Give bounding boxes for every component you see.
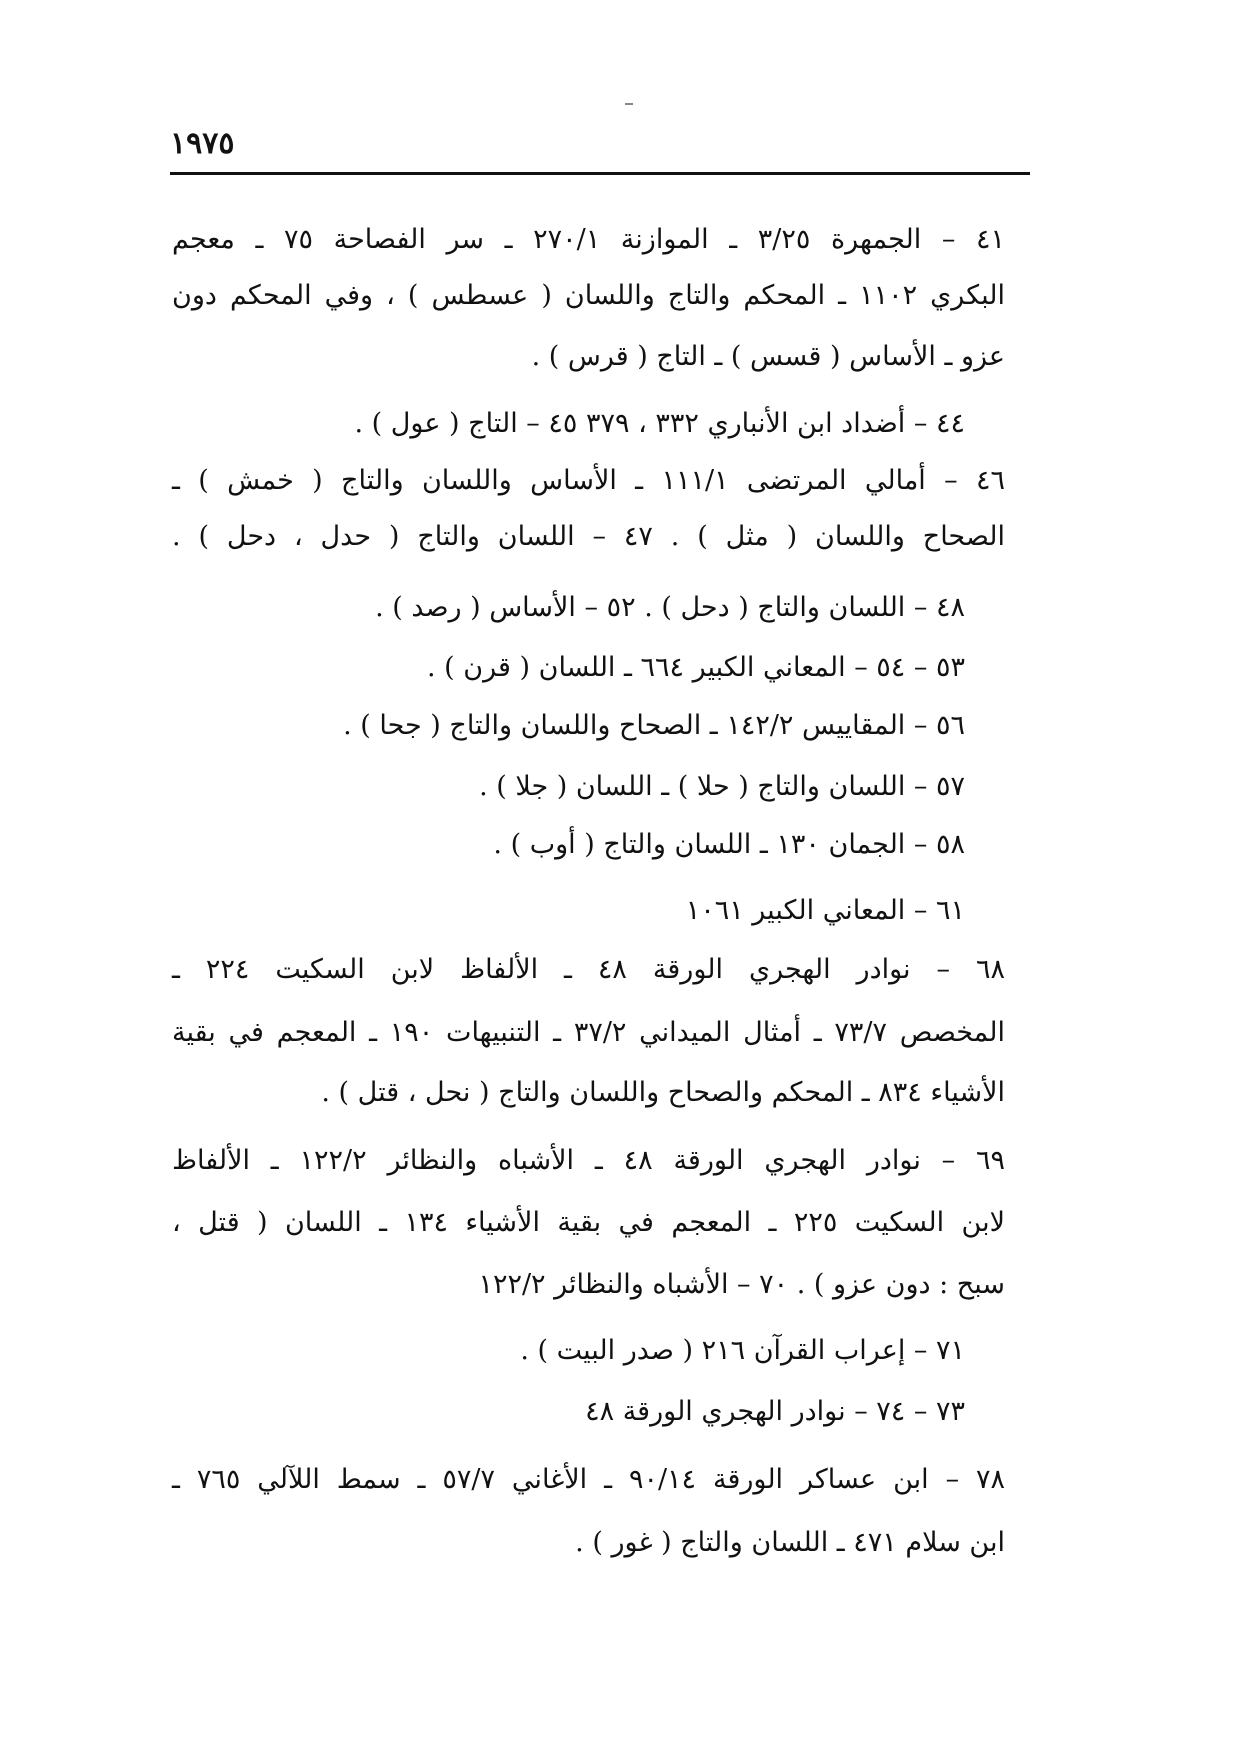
text-line: ٧١ – إعراب القرآن ٢١٦ ( صدر البيت ) . (520, 1335, 965, 1366)
text-line: ٧٨ – ابن عساكر الورقة ٩٠/١٤ ـ الأغاني ٥٧/٧ ـ سمط اللآلي ٧٦٥ ـ (172, 1464, 1005, 1495)
text-line: ٦٩ – نوادر الهجري الورقة ٤٨ ـ الأشباه والنظائر ١٢٢/٢ ـ الألفاظ (172, 1145, 1006, 1176)
scan-speck (625, 103, 633, 105)
text-line: ٦١ – المعاني الكبير ١٠٦١ (685, 895, 965, 926)
text-line: لابن السكيت ٢٢٥ ـ المعجم في بقية الأشياء ١٣٤ ـ اللسان ( قتل ، (172, 1207, 1005, 1238)
text-line: سبح : دون عزو ) . ٧٠ – الأشباه والنظائر ١٢٢/٢ (478, 1269, 1005, 1300)
text-line: ٤٤ – أضداد ابن الأنباري ٣٣٢ ، ٣٧٩ ٤٥ – التاج ( عول ) . (354, 408, 965, 439)
text-line: ٥٧ – اللسان والتاج ( حلا ) ـ اللسان ( جلا ) . (479, 771, 965, 802)
text-line: ٤٦ – أمالي المرتضى ١١١/١ ـ الأساس واللسان والتاج ( خمش ) ـ (172, 465, 1005, 496)
text-line: ٤٨ – اللسان والتاج ( دحل ) . ٥٢ – الأساس ( رصد ) . (375, 592, 965, 623)
text-line: المخصص ٧٣/٧ ـ أمثال الميداني ٣٧/٢ ـ التنبيهات ١٩٠ ـ المعجم في بقية (172, 1017, 1006, 1048)
text-line: الصحاح واللسان ( مثل ) . ٤٧ – اللسان والتاج ( حدل ، دحل ) . (172, 521, 1005, 552)
text-line: ابن سلام ٤٧١ ـ اللسان والتاج ( غور ) . (575, 1527, 1005, 1558)
text-line: ٥٨ – الجمان ١٣٠ ـ اللسان والتاج ( أوب ) . (493, 829, 965, 860)
text-line: ٤١ – الجمهرة ٣/٢٥ ـ الموازنة ٢٧٠/١ ـ سر الفصاحة ٧٥ ـ معجم (172, 224, 1005, 255)
text-line: ٥٦ – المقاييس ١٤٢/٢ ـ الصحاح واللسان والتاج ( جحا ) . (343, 710, 965, 741)
text-line: البكري ١١٠٢ ـ المحكم والتاج واللسان ( عسطس ) ، وفي المحكم دون (172, 280, 1005, 311)
text-line: الأشياء ٨٣٤ ـ المحكم والصحاح واللسان والتاج ( نحل ، قتل ) . (321, 1077, 1005, 1108)
header-rule (170, 172, 1030, 175)
text-line: ٥٣ – ٥٤ – المعاني الكبير ٦٦٤ ـ اللسان ( قرن ) . (427, 652, 965, 683)
page-number: ١٩٧٥ (170, 126, 235, 161)
text-line: ٧٣ – ٧٤ – نوادر الهجري الورقة ٤٨ (585, 1396, 965, 1427)
text-line: ٦٨ – نوادر الهجري الورقة ٤٨ ـ الألفاظ لابن السكيت ٢٢٤ ـ (172, 954, 1005, 985)
text-line: عزو ـ الأساس ( قسس ) ـ التاج ( قرس ) . (531, 341, 1005, 372)
